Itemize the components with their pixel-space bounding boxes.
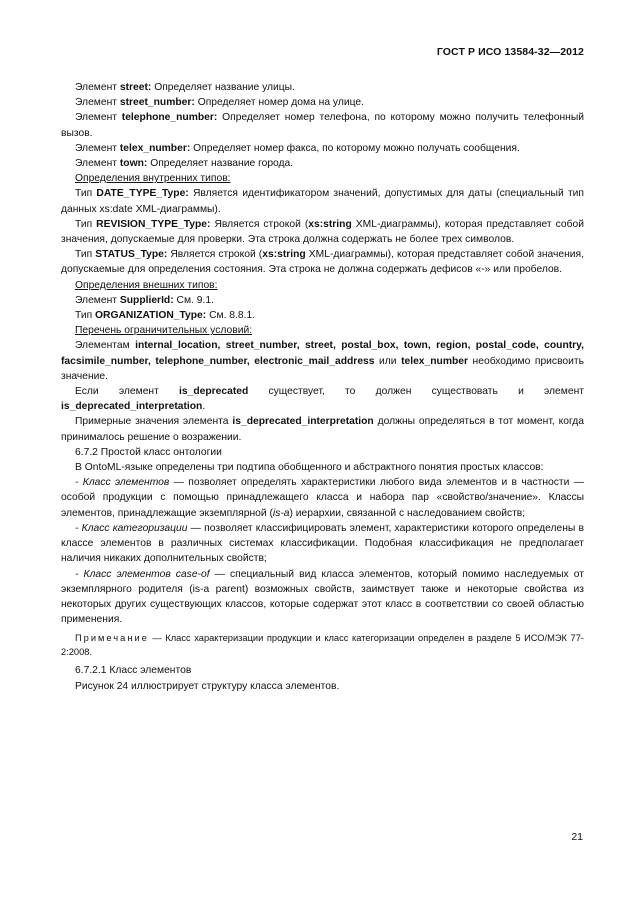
paragraph-organization-type: Тип ORGANIZATION_Type: См. 8.8.1. bbox=[75, 310, 256, 322]
term-street-number: street_number: bbox=[119, 97, 195, 109]
term-town: town: bbox=[119, 158, 148, 170]
paragraph-street-number: Элемент street_number: Определяет номер дома на улице. bbox=[75, 97, 364, 109]
term-revision-type: REVISION_TYPE_Type: bbox=[96, 218, 211, 230]
term-street: street: bbox=[119, 82, 152, 93]
paragraph-revision-type: Тип REVISION_TYPE_Type: Является строкой (xs:string XML-диаграммы), которая представляет собой значения, допускаемые для проверки. Эта строка должна содержать не более трех символов. bbox=[61, 218, 584, 246]
note-paragraph: Примечание — Класс характеризации продукции и класс категоризации определен в разделе 5 ИСО/МЭК 77-2:2008. bbox=[61, 633, 584, 658]
paragraph-is-deprecated: Если элемент is_deprecated существует, то должен существовать и элемент is_deprecated_interpretation. bbox=[61, 386, 584, 413]
document-header: ГОСТ Р ИСО 13584-32—2012 bbox=[436, 46, 584, 58]
term-supplier-id: SupplierId: bbox=[119, 294, 174, 306]
paragraph-ontoml-intro: В OntoML-языке определены три подтипа обобщенного и абстрактного понятия простых классов: bbox=[75, 462, 544, 474]
paragraph-status-type: Тип STATUS_Type: Является строкой (xs:string XML-диаграммы), которая представляет собой значения, допускаемые для определения состояния. Эта строка не должна содержать дефисов «-» или пробелов. bbox=[61, 249, 584, 276]
paragraph-town: Элемент town: Определяет название города. bbox=[75, 158, 294, 170]
paragraph-deprecated-interpretation: Примерные значения элемента is_deprecated_interpretation должны определяться в тот момент, когда принималось решение о возражении. bbox=[61, 416, 584, 443]
paragraph-street: Элемент street: Определяет название улицы. bbox=[75, 82, 295, 93]
paragraph-figure-24-ref: Рисунок 24 иллюстрирует структуру класса элементов. bbox=[75, 680, 340, 692]
term-date-type: DATE_TYPE_Type: bbox=[96, 188, 189, 200]
paragraph-telex-number: Элемент telex_number: Определяет номер факса, по которому можно получать сообщения. bbox=[75, 142, 520, 154]
list-item-categorization-class: - Класс категоризации — позволяет классифицировать элемент, характеристики которого определены в классе элементов в различных системах классификации. Подобная классификация не предполагает наличия никаких дополнительных свойств; bbox=[61, 522, 584, 565]
heading-external-types: Определения внешних типов: bbox=[75, 279, 218, 291]
list-item-item-class: - Класс элементов — позволяет определять характеристики любого вида элементов и в частности — особой продукции с помощью принадлежащего класса и набора пар «свойство/значение». Классы элементов, принадлежащие экземплярной (is-a) иерархии, связанной с наследованием свойств; bbox=[61, 477, 584, 519]
document-body bbox=[61, 80, 584, 694]
section-heading-6-7-2-1: 6.7.2.1 Класс элементов bbox=[75, 665, 192, 677]
paragraph-supplier-id: Элемент SupplierId: См. 9.1. bbox=[75, 294, 214, 306]
page-number: 21 bbox=[571, 831, 583, 843]
heading-constraints: Перечень ограничительных условий: bbox=[75, 325, 253, 337]
section-heading-6-7-2: 6.7.2 Простой класс онтологии bbox=[75, 446, 222, 458]
term-status-type: STATUS_Type: bbox=[95, 249, 168, 261]
paragraph-required-elements: Элементам internal_location, street_number, street, postal_box, town, region, postal_code, country, facsimile_number, telephone_number, electronic_mail_address или telex_number необходимо присвоить значение. bbox=[61, 340, 584, 382]
heading-internal-types: Определения внутренних типов: bbox=[75, 173, 231, 185]
term-telephone-number: telephone_number: bbox=[121, 112, 218, 124]
paragraph-date-type: Тип DATE_TYPE_Type: Является идентификатором значений, допустимых для даты (специальный тип данных xs:date XML-диаграммы). bbox=[61, 188, 584, 215]
term-organization-type: ORGANIZATION_Type: bbox=[95, 310, 207, 322]
paragraph-telephone-number: Элемент telephone_number: Определяет номер телефона, по которому можно получить телефонный вызов. bbox=[61, 112, 584, 139]
term-telex-number: telex_number: bbox=[119, 142, 191, 154]
list-item-case-of-class: - Класс элементов case-of — специальный вид класса элементов, который помимо наследуемых от экземплярного родителя (is-a parent) возможных свойств, заимствует также и некоторые свойства из некоторых других существующих классов, которые содержат этот класс в соответствии со своей областью применения. bbox=[61, 568, 584, 626]
